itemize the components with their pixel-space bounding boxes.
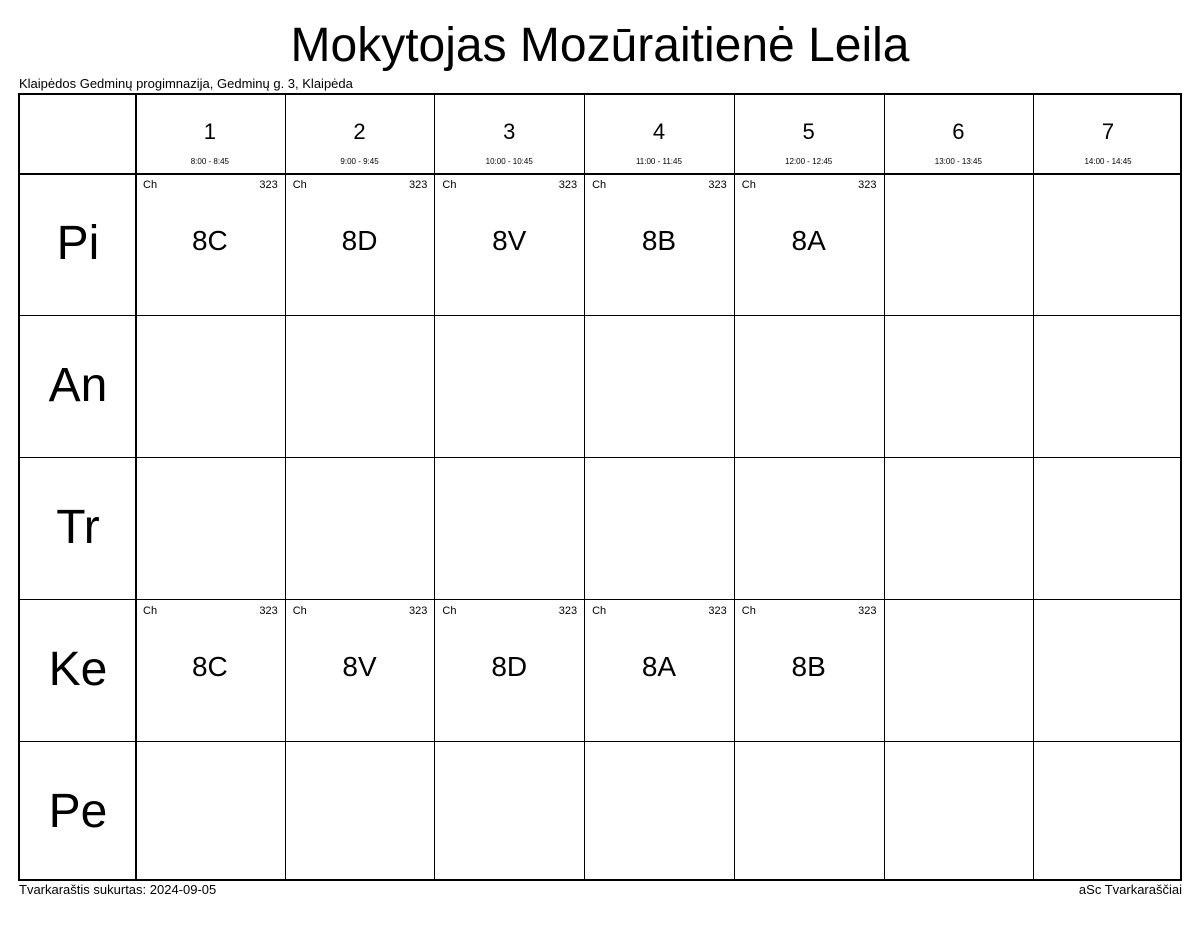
lesson-class: 8C [191,225,228,256]
lesson-room: 323 [708,179,727,191]
lesson-class: 8B [641,225,677,256]
lesson-room: 323 [858,605,877,617]
lesson-cell [434,599,584,739]
day-label: Tr [56,501,100,554]
lesson-subject: Ch [292,179,307,191]
lesson-class: 8B [791,651,826,682]
timetable-grid [18,93,1182,881]
period-header [434,95,584,173]
lesson-subject: Ch [442,179,457,191]
period-time: 14:00 - 14:45 [1084,157,1132,166]
lesson-cell [285,599,435,739]
grid-row-divider [20,457,1180,458]
lesson-class: 8C [191,651,228,682]
lesson-class: 8V [492,225,527,256]
period-header [884,95,1034,173]
period-header [285,95,435,173]
grid-row-divider [20,741,1180,742]
day-label: Pe [48,785,108,838]
lesson-cell [584,599,734,739]
lesson-class: 8D [491,651,528,682]
lesson-subject: Ch [741,179,756,191]
lesson-room: 323 [708,605,727,617]
period-time: 11:00 - 11:45 [635,157,682,166]
lesson-room: 323 [259,179,278,191]
grid-column-divider [884,95,885,879]
lesson-class: 8V [342,651,377,682]
period-number: 7 [1101,119,1115,144]
lesson-room: 323 [558,605,578,617]
period-time: 12:00 - 12:45 [785,157,833,166]
lesson-cell [734,599,884,739]
period-number: 4 [652,119,666,144]
lesson-cell [135,599,285,739]
period-time: 13:00 - 13:45 [934,157,982,166]
lesson-cell [285,173,435,313]
lesson-class: 8A [791,225,826,256]
lesson-cell [135,173,285,313]
created-date: Tvarkaraštis sukurtas: 2024-09-05 [19,882,217,897]
period-time: 10:00 - 10:45 [485,157,533,166]
lesson-subject: Ch [592,605,607,617]
lesson-class: 8D [341,225,378,256]
period-number: 3 [503,119,516,144]
grid-column-divider [1033,95,1034,879]
period-time: 8:00 - 8:45 [190,157,229,166]
lesson-room: 323 [409,605,428,617]
school-address: Klaipėdos Gedminų progimnazija, Gedminų g. 3, Klaipėda [19,76,353,91]
lesson-subject: Ch [292,605,307,617]
lesson-room: 323 [858,179,877,191]
period-number: 1 [203,119,216,144]
lesson-room: 323 [558,179,578,191]
period-number: 6 [952,119,965,144]
lesson-subject: Ch [143,605,158,617]
lesson-class: 8A [641,651,677,682]
period-time: 9:00 - 9:45 [340,157,379,166]
period-header [135,95,285,173]
period-number: 2 [353,119,366,144]
lesson-room: 323 [259,605,278,617]
day-label: Pi [56,217,100,270]
lesson-room: 323 [409,179,428,191]
lesson-subject: Ch [143,179,158,191]
lesson-cell [584,173,734,313]
period-header [584,95,734,173]
period-header [734,95,884,173]
lesson-subject: Ch [741,605,756,617]
day-label: An [48,359,108,412]
lesson-cell [734,173,884,313]
lesson-cell [434,173,584,313]
brand-label: aSc Tvarkaraščiai [1078,882,1182,897]
page-title: Mokytojas Mozūraitienė Leila [290,19,910,72]
period-number: 5 [802,119,815,144]
period-header [1033,95,1183,173]
lesson-subject: Ch [592,179,607,191]
lesson-subject: Ch [442,605,457,617]
day-label: Ke [48,643,108,696]
grid-row-divider [20,315,1180,316]
